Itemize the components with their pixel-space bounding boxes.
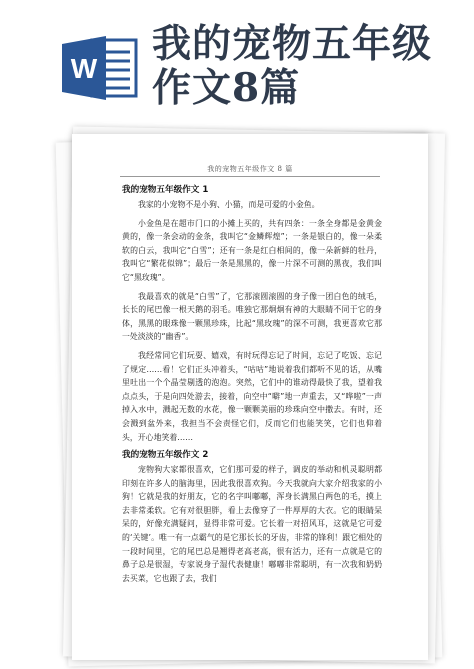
- paragraph: 我家的小宠物不是小狗、小猫，而是可爱的小金鱼。: [138, 200, 320, 209]
- paragraph: 我经常同它们玩耍、嬉戏，有时玩得忘记了时间，忘记了吃饭、忘记了规定……看！它们正头冲着头，“咕咕”地说着我们都听不见的话，从嘴里吐出一个个晶莹剔透的泡泡。突然，它们中的谁动得最快了我，望着我点点头，于是向四处游去，接着，向空中“噼”地一声重去，又“哗啦”一声掉入水中，溅起无数的水花，像一颗颗美丽的珍珠向空中撒去。有时，还会溅到盆外来，我担当不会责怪它们，反而它们也能笑笑，它们也仰着头，开心地笑着……: [122, 350, 382, 442]
- paragraph: 我最喜欢的就是“白雪”了，它那滚圆滚圆的身子像一团白色的绒毛，长长的尾巴像一根天鹅的羽毛。唯独它那炯炯有神的大眼睛不同于它的身体，黑黑的眼珠像一颗黑珍珠，比起“黑玫瑰”的深不可测，我更喜欢它那一处淡淡的“幽香”。: [122, 291, 382, 342]
- page-title: 我的宠物五年级作文8篇: [152, 21, 433, 111]
- word-document-icon: [62, 36, 138, 100]
- document-page: [72, 134, 428, 660]
- document-preview: [62, 124, 440, 664]
- section-heading: 我的宠物五年级作文 1: [122, 185, 209, 195]
- paragraph: 小金鱼是在超市门口的小摊上买的，共有四条：一条全身都是金黄金黄的，像一条会动的金条，我叫它“金鳞辉煌”；一条是银白的，像一朵柔软的白云，我叫它“白雪”；还有一条是红白相间的，像一朵新鲜的牡丹，我叫它“繁花似锦”；最后一条是黑黑的，像一片深不可测的黑夜，我们叫它“黑玫瑰”。: [122, 218, 382, 282]
- document-body: [122, 184, 382, 590]
- section-heading: 我的宠物五年级作文 2: [122, 450, 209, 461]
- app-letter: W: [70, 53, 98, 84]
- running-header: 我的宠物五年级作文 8 篇: [207, 165, 293, 173]
- banner: [0, 0, 474, 118]
- paragraph: 宠物狗大家都很喜欢，它们那可爱的样子，调皮的举动和机灵聪明都印刻在许多人的脑海里，因此我很喜欢狗。今天我就向大家介绍我家的小狗！它就是我的好朋友，它的名字叫嘟嘟，浑身长满黑白两色的毛，摸上去非常柔软。它有对很胆胖，看上去像穿了一件厚厚的大衣。它的眼睛呆呆的，好像充满疑问，显得非常可爱。它长着一对招风耳，这就是它可爱的‘关键’。唯一有一点霸气的是它那长长的牙齿，非常的锋利！跟它相处的一段时间里，它的尾巴总是翘得老高老高，很有活力，还有一点就是它的鼻子总是很湿，专家说身子湿代表健康！嘟嘟非常聪明，有一次我和奶奶去买菜，它也跟了去，我们: [122, 465, 382, 583]
- header-divider: [120, 176, 380, 177]
